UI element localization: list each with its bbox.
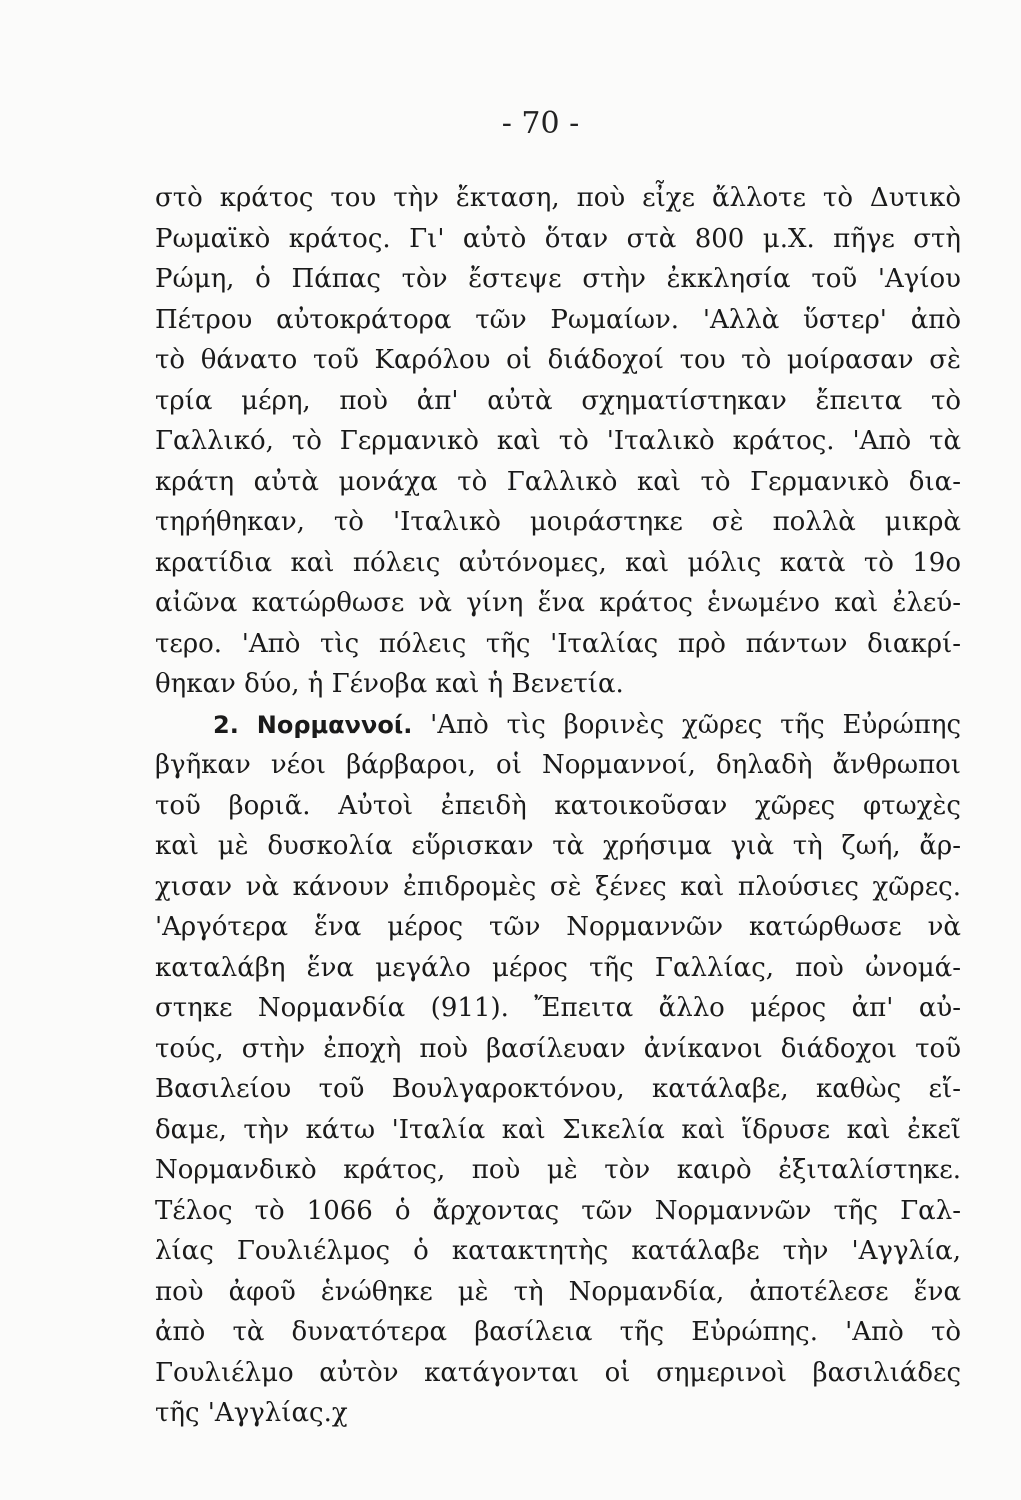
text-line: καὶ μὲ δυσκολία εὕρισκαν τὰ χρήσιμα γιὰ τὴ ζωή, ἄρ-: [155, 831, 961, 861]
text-line: ποὺ ἀφοῦ ἑνώθηκε μὲ τὴ Νορμανδία, ἀποτέλεσε ἕνα: [155, 1276, 961, 1307]
text-line: Τέλος τὸ 1066 ὁ ἄρχοντας τῶν Νορμαννῶν τῆς Γαλ-: [155, 1195, 961, 1226]
text-line: τοῦ βοριᾶ. Αὐτοὶ ἐπειδὴ κατοικοῦσαν χῶρες φτωχὲς: [155, 790, 961, 821]
text-line: Ρωμαϊκὸ κράτος. Γι' αὐτὸ ὅταν στὰ 800 μ.Χ. πῆγε στὴ: [155, 223, 961, 254]
text-line: αἰῶνα κατώρθωσε νὰ γίνη ἕνα κράτος ἑνωμένο καὶ ἐλεύ-: [155, 588, 961, 618]
text-line: κρατίδια καὶ πόλεις αὐτόνομες, καὶ μόλις κατὰ τὸ 19ο: [155, 547, 961, 578]
text-line: κράτη αὐτὰ μονάχα τὸ Γαλλικὸ καὶ τὸ Γερμανικὸ δια-: [155, 466, 961, 497]
text-line: χισαν νὰ κάνουν ἐπιδρομὲς σὲ ξένες καὶ πλούσιες χῶρες.: [155, 871, 961, 902]
page-number: - 70 -: [501, 106, 580, 141]
section-heading: 2. Νορμαννοί.: [213, 710, 413, 739]
text-line: τρία μέρη, ποὺ ἀπ' αὐτὰ σχηματίστηκαν ἔπειτα τὸ: [155, 385, 961, 416]
text-line: λίας Γουλιέλμος ὁ κατακτητὴς κατάλαβε τὴν 'Αγγλία,: [155, 1236, 961, 1266]
text-line: βγῆκαν νέοι βάρβαροι, οἱ Νορμαννοί, δηλαδὴ ἄνθρωποι: [155, 750, 961, 780]
text-line: τερο. 'Απὸ τὶς πόλεις τῆς 'Ιταλίας πρὸ πάντων διακρί-: [155, 628, 961, 659]
text-line: τηρήθηκαν, τὸ 'Ιταλικὸ μοιράστηκε σὲ πολλὰ μικρὰ: [155, 507, 961, 537]
text-line: Γαλλικό, τὸ Γερμανικὸ καὶ τὸ 'Ιταλικὸ κράτος. 'Απὸ τὰ: [155, 426, 961, 456]
text-line: Πέτρου αὐτοκράτορα τῶν Ρωμαίων. 'Αλλὰ ὕστερ' ἀπὸ: [155, 304, 961, 335]
section-normans: [155, 705, 961, 1434]
body-text: [155, 178, 961, 1434]
section-first-line-text: 'Απὸ τὶς βορινὲς χῶρες τῆς Εὐρώπης: [430, 709, 962, 740]
paragraph-1: [155, 178, 961, 705]
text-line: τούς, στὴν ἐποχὴ ποὺ βασίλευαν ἀνίκανοι διάδοχοι τοῦ: [155, 1033, 961, 1064]
text-line: στὸ κράτος του τὴν ἔκταση, ποὺ εἶχε ἄλλοτε τὸ Δυτικὸ: [155, 183, 961, 213]
text-line: θηκαν δύο, ἡ Γένοβα καὶ ἡ Βενετία.: [155, 669, 624, 699]
text-line: Βασιλείου τοῦ Βουλγαροκτόνου, κατάλαβε, καθὼς εἴ-: [155, 1074, 961, 1104]
text-line: Γουλιέλμο αὐτὸν κατάγονται οἱ σημερινοὶ βασιλιάδες: [155, 1357, 961, 1388]
text-line: καταλάβη ἕνα μεγάλο μέρος τῆς Γαλλίας, ποὺ ὠνομά-: [155, 952, 961, 983]
text-line: δαμε, τὴν κάτω 'Ιταλία καὶ Σικελία καὶ ἵδρυσε καὶ ἐκεῖ: [155, 1114, 961, 1145]
text-line: τὸ θάνατο τοῦ Καρόλου οἱ διάδοχοί του τὸ μοίρασαν σὲ: [155, 345, 961, 375]
text-line: τῆς 'Αγγλίας.χ: [155, 1398, 348, 1428]
text-line: ἀπὸ τὰ δυνατότερα βασίλεια τῆς Εὐρώπης. 'Απὸ τὸ: [155, 1317, 961, 1347]
text-line: Ρώμη, ὁ Πάπας τὸν ἔστεψε στὴν ἐκκλησία τοῦ 'Αγίου: [155, 264, 961, 294]
text-line: Νορμανδικὸ κράτος, ποὺ μὲ τὸν καιρὸ ἐξιταλίστηκε.: [155, 1155, 961, 1185]
text-line: στηκε Νορμανδία (911). Ἔπειτα ἄλλο μέρος ἀπ' αὐ-: [155, 993, 961, 1023]
section-first-line: [155, 705, 961, 746]
text-line: 'Αργότερα ἕνα μέρος τῶν Νορμαννῶν κατώρθωσε νὰ: [155, 912, 961, 942]
